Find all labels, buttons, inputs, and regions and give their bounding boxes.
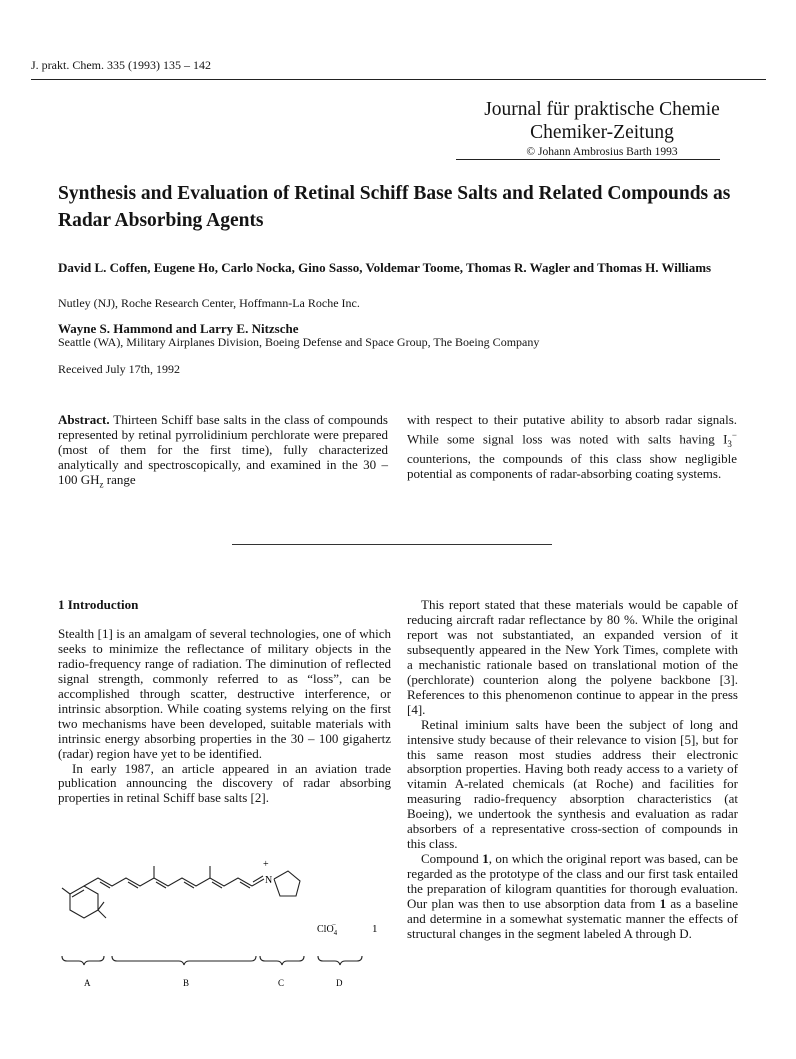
intro-paragraph-3: This report stated that these materials would be capable of reducing aircraft radar reflectance by 80 %. While the original report was not substantiated, an expanded version of it subsequently appeared in the New York Times, complete with a mechanistic rationale based on translational motion of the (perchlorate) counterion along the polyene backbone [3]. References to this phenomenon continue to appear in the press [4]. (407, 597, 738, 717)
received-date: Received July 17th, 1992 (58, 362, 180, 376)
retinal-structure-diagram (60, 848, 390, 993)
abstract-right-column (407, 413, 737, 482)
intro-paragraph-2: In early 1987, an article appeared in an aviation trade publication announcing the discovery of radar absorbing properties in retinal Schiff base salts [2]. (58, 760, 391, 806)
abstract-left-column (58, 413, 388, 492)
masthead-rule (456, 159, 720, 160)
journal-name: Journal für praktische Chemie (484, 99, 720, 120)
abstract-text-right: with respect to their putative ability to absorb radar signals. While some signal loss was noted with salts having I (407, 412, 737, 447)
nitrogen-atom: N (265, 875, 273, 886)
abstract-subscript: z (99, 479, 104, 490)
journal-subtitle: Chemiker-Zeitung (530, 122, 674, 143)
journal-masthead (472, 98, 732, 159)
intro-paragraph-5: Compound 1, on which the original report was based, can be regarded as the prototype of the class and our first task entailed the preparation of kilogram quantities for thorough evaluation. Our plan was then to use absorption data from 1 as a baseline and determine in a somewhat systematic manner the effects of structural changes in the segment labeled A through D. (407, 851, 738, 941)
affiliation-boeing: Seattle (WA), Military Airplanes Division, Boeing Defense and Space Group, The Boeing Company (58, 335, 540, 349)
article-title: Synthesis and Evaluation of Retinal Schiff Base Salts and Related Compounds as Radar Absorbing Agents (58, 183, 731, 231)
segment-label-b: B (183, 978, 190, 988)
intro-left-column (58, 598, 391, 806)
section-divider (232, 544, 552, 545)
intro-paragraph-4: Retinal iminium salts have been the subject of long and intensive study because of their relevance to vision [5], but for this same reason most studies address their electronic absorption properties. Having both ready access to a variety of vitamin A-related chemicals (at Roche) and facilities for measuring radio-frequency absorption characteristics (at Boeing), we undertook the synthesis and evaluation as radar absorbers of a representative cross-section of compounds in this class. (407, 716, 738, 852)
segment-label-a: A (84, 978, 91, 988)
abstract-text-left-end: range (103, 471, 136, 487)
segment-label-c: C (278, 978, 285, 988)
abstract-text-left: Thirteen Schiff base salts in the class of compounds represented by retinal pyrrolidinium perchlorate were prepared (most of them for the first time), fully characterized analytically and spectroscopically, and examined in the 30 – 100 GH (58, 412, 388, 487)
compound-ref: 1 (482, 851, 489, 867)
intro-paragraph-1: Stealth [1] is an amalgam of several technologies, one of which seeks to minimize the reflectance of military objects in the radio-frequency range of radiation. The diminution of reflected signal strength, commonly referred to as “loss”, can be accomplished through scatter, destructive interference, or intrinsic absorption. While coating systems relying on the first two mechanisms have been developed, suitable materials with intrinsic energy absorbing properties in the 30 – 100 gigahertz (radar) region have yet to be identified. (58, 625, 391, 761)
compound-number: 1 (372, 923, 378, 935)
journal-citation: J. prakt. Chem. 335 (1993) 135 – 142 (31, 58, 211, 72)
header-rule (31, 79, 766, 80)
abstract-text-right-end: counterions, the compounds of this class show negligible potential as components of radar-absorbing coating systems. (407, 450, 737, 481)
abstract-label: Abstract. (58, 412, 110, 427)
compound-ref: 1 (659, 896, 667, 912)
authors-boeing: Wayne S. Hammond and Larry E. Nitzsche (58, 321, 299, 336)
section-heading-introduction: 1 Introduction (58, 597, 139, 612)
segment-label-d: D (336, 978, 343, 988)
perchlorate-anion: ClO$_4$− (317, 921, 338, 937)
intro-right-column (407, 598, 738, 942)
affiliation-roche: Nutley (NJ), Roche Research Center, Hoffmann-La Roche Inc. (58, 296, 360, 310)
authors-roche: David L. Coffen, Eugene Ho, Carlo Nocka, Gino Sasso, Voldemar Toome, Thomas R. Wagler and Thomas H. Williams (58, 260, 712, 275)
iodide-subscript: 3 (727, 438, 732, 449)
publisher-copyright: © Johann Ambrosius Barth 1993 (526, 146, 678, 158)
iodide-charge: − (731, 429, 737, 440)
iminium-charge: + (263, 859, 269, 870)
